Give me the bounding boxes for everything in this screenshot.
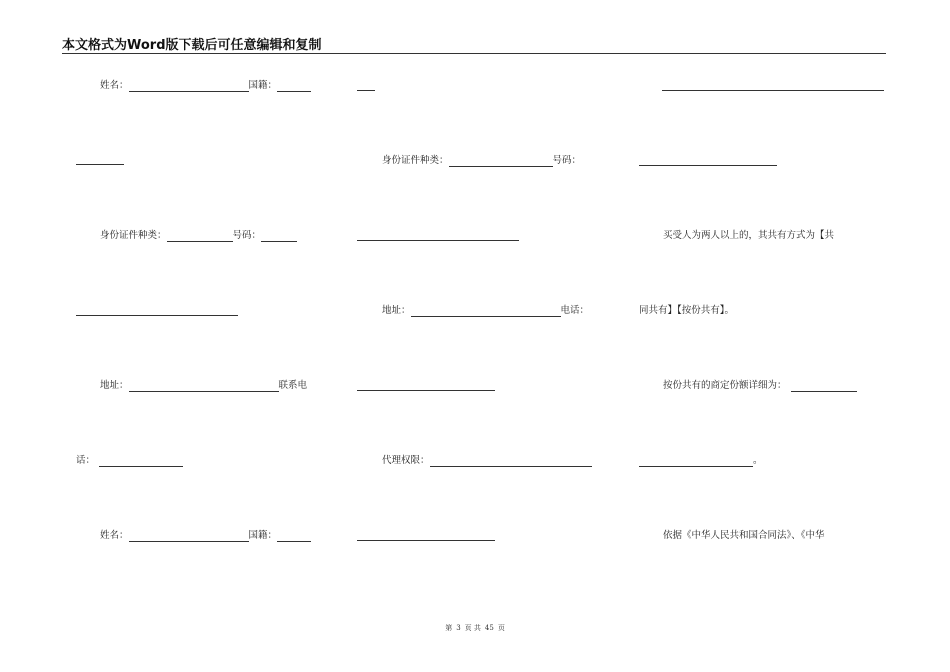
nationality-label: 国籍： — [248, 530, 278, 541]
share-details-continued-line — [639, 455, 763, 467]
name-blank[interactable] — [129, 531, 249, 542]
legal-basis-line — [663, 530, 825, 542]
buyer-name-line-2 — [100, 530, 311, 542]
name-label: 姓名： — [100, 530, 129, 541]
co-ownership-options-line — [639, 305, 734, 317]
contact-phone-line — [76, 455, 183, 467]
share-details-blank[interactable] — [791, 381, 857, 392]
co-ownership-text-line — [663, 230, 834, 242]
page-number-footer — [0, 623, 950, 633]
id-number-label: 号码： — [232, 230, 262, 241]
authority-blank[interactable] — [430, 456, 592, 467]
nationality-blank[interactable] — [277, 81, 311, 92]
page-suffix: 页 — [497, 624, 505, 632]
agent-id-type-line — [382, 155, 581, 167]
id-number-blank[interactable] — [639, 165, 777, 166]
id-type-line — [100, 230, 297, 242]
sentence-end-mark: 。 — [753, 455, 763, 466]
address-line — [100, 380, 307, 392]
contact-label: 联系电 — [278, 380, 308, 391]
continuation-blank[interactable] — [76, 164, 124, 165]
id-number-blank[interactable] — [261, 231, 297, 242]
address-label: 地址： — [382, 305, 411, 316]
address-blank[interactable] — [129, 381, 279, 392]
continuation-blank[interactable] — [357, 90, 375, 91]
name-blank[interactable] — [129, 81, 249, 92]
page-mid: 页 共 — [464, 624, 481, 632]
share-details-continued-blank[interactable] — [639, 456, 753, 467]
id-type-label: 身份证件种类： — [382, 155, 449, 166]
phone-label: 电话： — [560, 305, 590, 316]
co-ownership-text: 买受人为两人以上的，其共有方式为【共 — [663, 230, 835, 241]
co-ownership-options: 同共有】【按份共有】。 — [639, 305, 735, 316]
continuation-blank[interactable] — [357, 240, 519, 241]
address-label: 地址： — [100, 380, 129, 391]
nationality-blank[interactable] — [277, 531, 311, 542]
nationality-label: 国籍： — [248, 80, 278, 91]
contact-phone-blank[interactable] — [99, 456, 183, 467]
share-details-label: 按份共有的商定份额详细为： — [663, 380, 787, 391]
contact-label-continued: 话： — [76, 455, 96, 466]
agent-address-line — [382, 305, 589, 317]
page-prefix: 第 — [445, 624, 453, 632]
address-blank[interactable] — [411, 306, 561, 317]
document-header-title: 本文格式为Word版下载后可任意编辑和复制 — [62, 38, 322, 53]
page-current: 3 — [456, 624, 461, 632]
agent-authority-line — [382, 455, 592, 467]
continuation-blank[interactable] — [76, 315, 238, 316]
id-type-label: 身份证件种类： — [100, 230, 167, 241]
continuation-blank[interactable] — [357, 540, 495, 541]
name-label: 姓名： — [100, 80, 129, 91]
continuation-blank[interactable] — [357, 390, 495, 391]
share-details-line — [663, 380, 857, 392]
header-rule — [62, 53, 886, 54]
continuation-blank[interactable] — [662, 90, 884, 91]
id-number-label: 号码： — [552, 155, 582, 166]
page-total: 45 — [484, 624, 494, 632]
legal-basis-text: 依据《中华人民共和国合同法》、《中华 — [663, 530, 825, 541]
authority-label: 代理权限： — [382, 455, 430, 466]
id-type-blank[interactable] — [449, 156, 553, 167]
buyer-name-line — [100, 80, 311, 92]
id-type-blank[interactable] — [167, 231, 233, 242]
